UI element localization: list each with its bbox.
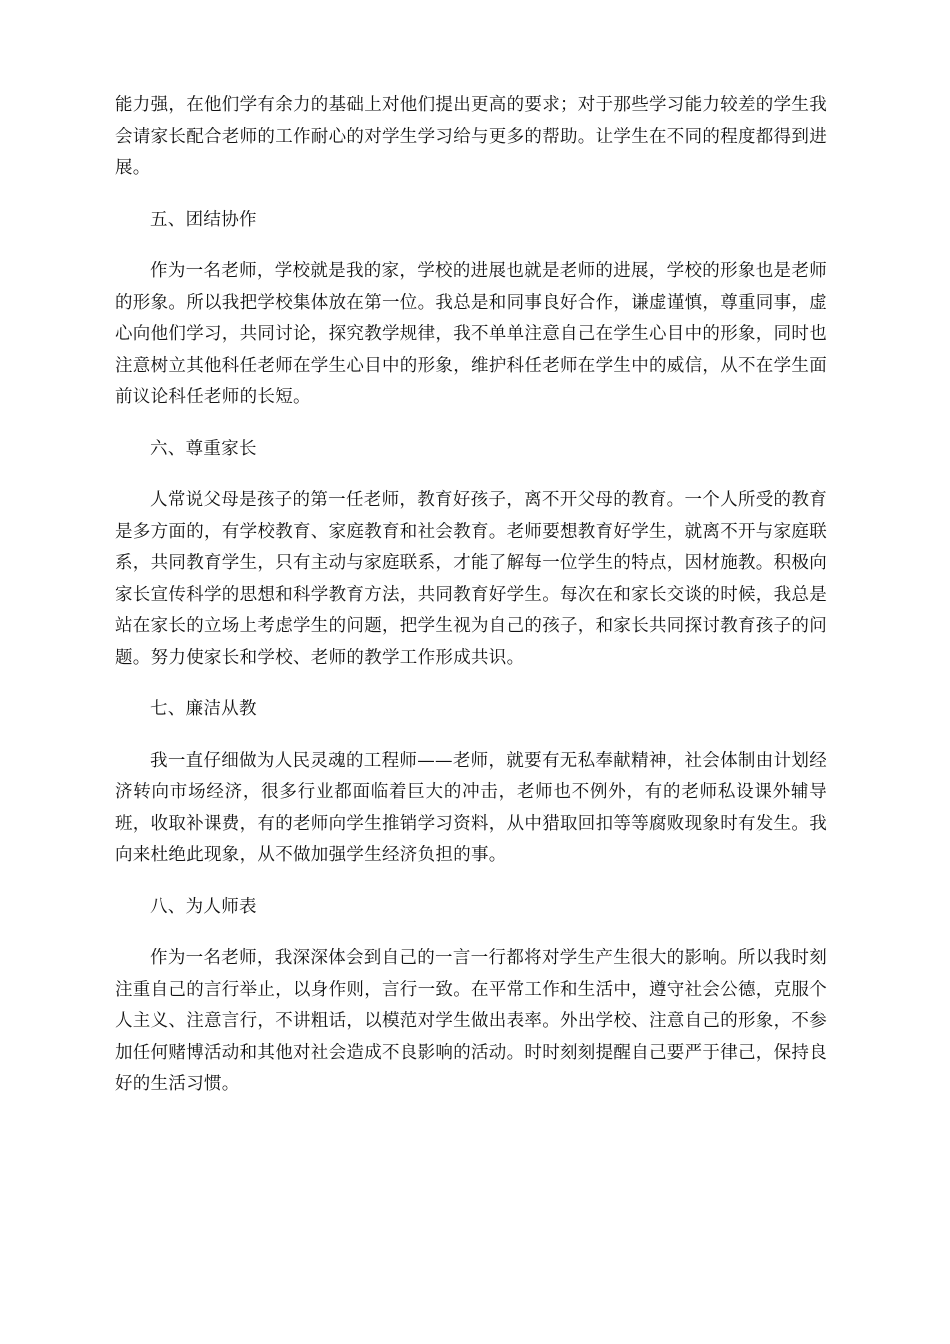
section-heading-unity: 五、团结协作 (150, 209, 257, 230)
intro-paragraph: 能力强，在他们学有余力的基础上对他们提出更高的要求；对于那些学习能力较差的学生我会请家长配合老师的工作耐心的对学生学习给与更多的帮助。让学生在不同的程度都得到进展。 (115, 95, 827, 178)
section-paragraph-integrity: 我一直仔细做为人民灵魂的工程师——老师，就要有无私奉献精神，社会体制由计划经济转向市场经济，很多行业都面临着巨大的冲击，老师也不例外，有的老师私设课外辅导班，收取补课费，有的老师向学生推销学习资料，从中猎取回扣等等腐败现象时有发生。我向来杜绝此现象，从不做加强学生经济负担的事。 (115, 750, 827, 865)
document-page (115, 90, 827, 1121)
section-heading-respect-parents: 六、尊重家长 (150, 438, 257, 459)
section-heading-role-model: 八、为人师表 (150, 896, 257, 917)
section-paragraph-respect-parents: 人常说父母是孩子的第一任老师，教育好孩子，离不开父母的教育。一个人所受的教育是多方面的，有学校教育、家庭教育和社会教育。老师要想教育好学生，就离不开与家庭联系，共同教育学生，只有主动与家庭联系，才能了解每一位学生的特点，因材施教。积极向家长宣传科学的思想和科学教育方法，共同教育好学生。每次在和家长交谈的时候，我总是站在家长的立场上考虑学生的问题，把学生视为自己的孩子，和家长共同探讨教育孩子的问题。努力使家长和学校、老师的教学工作形成共识。 (115, 490, 827, 668)
section-paragraph-role-model: 作为一名老师，我深深体会到自己的一言一行都将对学生产生很大的影响。所以我时刻注重自己的言行举止，以身作则，言行一致。在平常工作和生活中，遵守社会公德，克服个人主义、注意言行，不讲粗话，以模范对学生做出表率。外出学校、注意自己的形象，不参加任何赌博活动和其他对社会造成不良影响的活动。时时刻刻提醒自己要严于律己，保持良好的生活习惯。 (115, 948, 827, 1094)
section-heading-integrity: 七、廉洁从教 (150, 699, 257, 719)
section-paragraph-unity: 作为一名老师，学校就是我的家，学校的进展也就是老师的进展，学校的形象也是老师的形象。所以我把学校集体放在第一位。我总是和同事良好合作，谦虚谨慎，尊重同事，虚心向他们学习，共同讨论，探究教学规律，我不单单注意自己在学生心目中的形象，同时也注意树立其他科任老师在学生心目中的形象，维护科任老师在学生中的威信，从不在学生面前议论科任老师的长短。 (115, 261, 827, 407)
